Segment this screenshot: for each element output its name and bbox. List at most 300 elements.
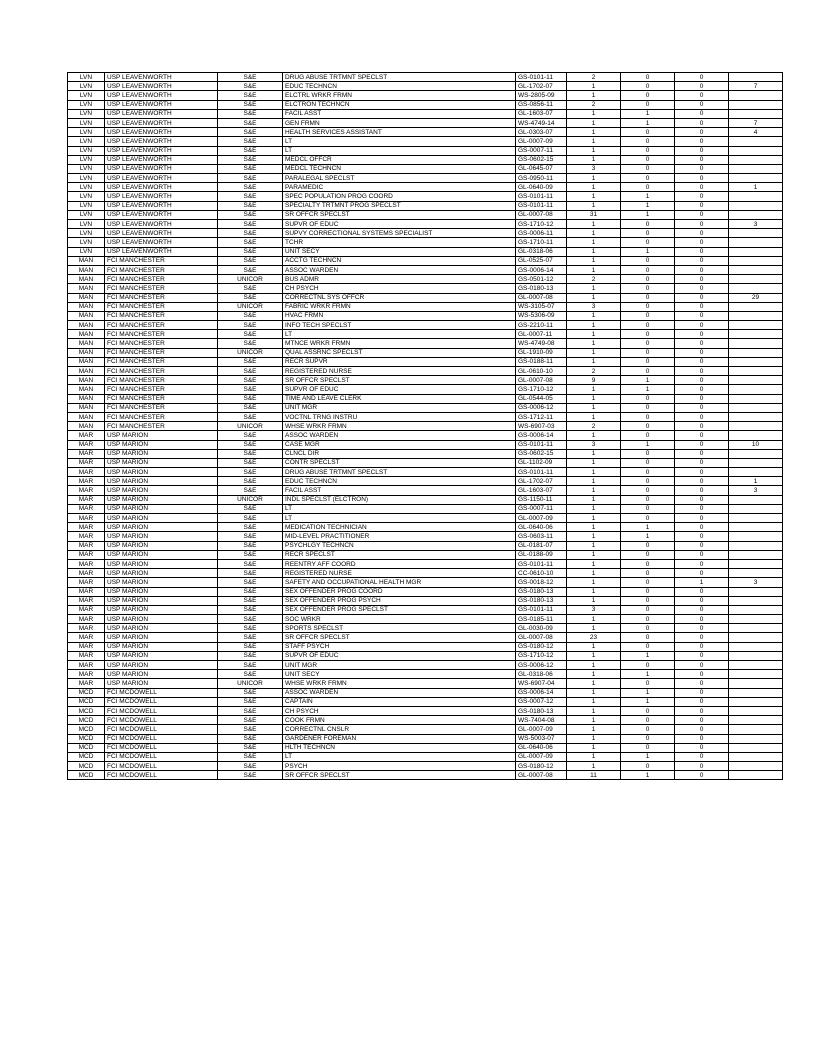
filled-cell: 0 xyxy=(621,284,675,293)
grade-cell: GL-1910-09 xyxy=(516,348,567,357)
pending-cell: 0 xyxy=(675,514,729,523)
fund-cell: S&E xyxy=(218,403,283,412)
position-title-cell: SPORTS SPECLST xyxy=(283,624,516,633)
count-cell: 11 xyxy=(567,771,621,780)
grade-cell: GL-0640-09 xyxy=(516,183,567,192)
table-row xyxy=(68,615,783,624)
position-title-cell: REENTRY AFF COORD xyxy=(283,559,516,568)
table-row xyxy=(68,541,783,550)
institution-cell: FCI MANCHESTER xyxy=(105,265,218,274)
institution-cell: USP MARION xyxy=(105,642,218,651)
table-row xyxy=(68,523,783,532)
grade-cell: GL-0544-05 xyxy=(516,394,567,403)
table-row xyxy=(68,284,783,293)
pending-cell: 0 xyxy=(675,302,729,311)
grade-cell: GL-0007-08 xyxy=(516,633,567,642)
grade-cell: GL-0318-06 xyxy=(516,670,567,679)
fund-cell: S&E xyxy=(218,651,283,660)
notes-cell xyxy=(729,642,783,651)
grade-cell: GS-0180-13 xyxy=(516,284,567,293)
institution-cell: FCI MCDOWELL xyxy=(105,697,218,706)
location-code-cell: MAN xyxy=(68,385,105,394)
position-title-cell: CORRECTNL CNSLR xyxy=(283,725,516,734)
position-title-cell: MEDICATION TECHNICIAN xyxy=(283,523,516,532)
pending-cell: 0 xyxy=(675,238,729,247)
count-cell: 1 xyxy=(567,247,621,256)
position-title-cell: SEX OFFENDER PROG PSYCH xyxy=(283,596,516,605)
table-row xyxy=(68,293,783,302)
fund-cell: S&E xyxy=(218,155,283,164)
institution-cell: USP MARION xyxy=(105,550,218,559)
position-title-cell: SR OFFCR SPECLST xyxy=(283,376,516,385)
position-title-cell: SR OFFCR SPECLST xyxy=(283,633,516,642)
count-cell: 1 xyxy=(567,330,621,339)
table-row xyxy=(68,697,783,706)
position-title-cell: CH PSYCH xyxy=(283,706,516,715)
fund-cell: S&E xyxy=(218,164,283,173)
grade-cell: WS-6907-03 xyxy=(516,422,567,431)
fund-cell: S&E xyxy=(218,725,283,734)
fund-cell: S&E xyxy=(218,256,283,265)
grade-cell: CC-0610-10 xyxy=(516,569,567,578)
count-cell: 1 xyxy=(567,762,621,771)
filled-cell: 0 xyxy=(621,357,675,366)
count-cell: 2 xyxy=(567,100,621,109)
table-row xyxy=(68,376,783,385)
filled-cell: 0 xyxy=(621,495,675,504)
count-cell: 1 xyxy=(567,174,621,183)
pending-cell: 0 xyxy=(675,109,729,118)
grade-cell: WS-6907-04 xyxy=(516,679,567,688)
institution-cell: USP LEAVENWORTH xyxy=(105,146,218,155)
position-title-cell: MTNCE WRKR FRMN xyxy=(283,339,516,348)
position-title-cell: UNIT MGR xyxy=(283,403,516,412)
location-code-cell: MAR xyxy=(68,468,105,477)
institution-cell: USP MARION xyxy=(105,458,218,467)
fund-cell: S&E xyxy=(218,523,283,532)
fund-cell: S&E xyxy=(218,550,283,559)
count-cell: 1 xyxy=(567,348,621,357)
notes-cell xyxy=(729,523,783,532)
count-cell: 1 xyxy=(567,321,621,330)
table-row xyxy=(68,220,783,229)
position-title-cell: INDL SPECLST (ELCTRON) xyxy=(283,495,516,504)
position-title-cell: GARDENER FOREMAN xyxy=(283,734,516,743)
grade-cell: GS-0006-12 xyxy=(516,661,567,670)
location-code-cell: MAN xyxy=(68,394,105,403)
filled-cell: 0 xyxy=(621,514,675,523)
grade-cell: GS-1712-11 xyxy=(516,412,567,421)
filled-cell: 0 xyxy=(621,183,675,192)
fund-cell: S&E xyxy=(218,743,283,752)
fund-cell: S&E xyxy=(218,541,283,550)
position-title-cell: CONTR SPECLST xyxy=(283,458,516,467)
location-code-cell: MAN xyxy=(68,367,105,376)
location-code-cell: MAN xyxy=(68,311,105,320)
notes-cell xyxy=(729,210,783,219)
grade-cell: GS-0006-14 xyxy=(516,265,567,274)
pending-cell: 0 xyxy=(675,596,729,605)
table-row xyxy=(68,412,783,421)
location-code-cell: MAR xyxy=(68,486,105,495)
location-code-cell: LVN xyxy=(68,128,105,137)
count-cell: 3 xyxy=(567,164,621,173)
grade-cell: GS-0101-11 xyxy=(516,468,567,477)
institution-cell: USP MARION xyxy=(105,615,218,624)
fund-cell: S&E xyxy=(218,174,283,183)
pending-cell: 0 xyxy=(675,458,729,467)
fund-cell: S&E xyxy=(218,311,283,320)
fund-cell: UNICOR xyxy=(218,495,283,504)
notes-cell xyxy=(729,339,783,348)
count-cell: 1 xyxy=(567,449,621,458)
pending-cell: 0 xyxy=(675,449,729,458)
grade-cell: GS-0180-12 xyxy=(516,642,567,651)
table-row xyxy=(68,532,783,541)
fund-cell: UNICOR xyxy=(218,302,283,311)
count-cell: 1 xyxy=(567,220,621,229)
pending-cell: 0 xyxy=(675,559,729,568)
grade-cell: GL-0007-08 xyxy=(516,771,567,780)
filled-cell: 0 xyxy=(621,220,675,229)
notes-cell xyxy=(729,605,783,614)
grade-cell: GL-0007-08 xyxy=(516,293,567,302)
grade-cell: GL-0007-09 xyxy=(516,725,567,734)
location-code-cell: LVN xyxy=(68,174,105,183)
position-title-cell: BUS ADMR xyxy=(283,275,516,284)
institution-cell: FCI MCDOWELL xyxy=(105,688,218,697)
fund-cell: S&E xyxy=(218,587,283,596)
institution-cell: USP MARION xyxy=(105,559,218,568)
table-row xyxy=(68,201,783,210)
filled-cell: 0 xyxy=(621,265,675,274)
table-row xyxy=(68,403,783,412)
count-cell: 1 xyxy=(567,716,621,725)
pending-cell: 0 xyxy=(675,504,729,513)
position-title-cell: LT xyxy=(283,330,516,339)
position-title-cell: CH PSYCH xyxy=(283,284,516,293)
pending-cell: 0 xyxy=(675,550,729,559)
location-code-cell: MAR xyxy=(68,458,105,467)
position-title-cell: LT xyxy=(283,514,516,523)
position-title-cell: SUPVR OF EDUC xyxy=(283,651,516,660)
grade-cell: GL-0007-09 xyxy=(516,137,567,146)
institution-cell: USP MARION xyxy=(105,449,218,458)
grade-cell: GL-0640-06 xyxy=(516,523,567,532)
institution-cell: USP MARION xyxy=(105,633,218,642)
notes-cell xyxy=(729,321,783,330)
filled-cell: 1 xyxy=(621,771,675,780)
fund-cell: S&E xyxy=(218,192,283,201)
grade-cell: GS-0018-12 xyxy=(516,578,567,587)
grade-cell: GS-0101-11 xyxy=(516,440,567,449)
location-code-cell: MAR xyxy=(68,449,105,458)
pending-cell: 0 xyxy=(675,734,729,743)
count-cell: 1 xyxy=(567,118,621,127)
filled-cell: 0 xyxy=(621,311,675,320)
fund-cell: S&E xyxy=(218,661,283,670)
filled-cell: 0 xyxy=(621,146,675,155)
position-title-cell: COOK FRMN xyxy=(283,716,516,725)
notes-cell xyxy=(729,706,783,715)
table-row xyxy=(68,238,783,247)
table-row xyxy=(68,559,783,568)
position-title-cell: QUAL ASSRNC SPECLST xyxy=(283,348,516,357)
location-code-cell: MAN xyxy=(68,284,105,293)
grade-cell: GS-0007-11 xyxy=(516,504,567,513)
filled-cell: 1 xyxy=(621,670,675,679)
notes-cell xyxy=(729,633,783,642)
institution-cell: USP MARION xyxy=(105,541,218,550)
pending-cell: 0 xyxy=(675,541,729,550)
count-cell: 1 xyxy=(567,578,621,587)
notes-cell xyxy=(729,91,783,100)
location-code-cell: LVN xyxy=(68,201,105,210)
position-title-cell: VOCTNL TRNG INSTRU xyxy=(283,412,516,421)
count-cell: 3 xyxy=(567,440,621,449)
grade-cell: GS-0101-11 xyxy=(516,605,567,614)
filled-cell: 0 xyxy=(621,275,675,284)
table-row xyxy=(68,486,783,495)
filled-cell: 0 xyxy=(621,367,675,376)
grade-cell: GS-0188-11 xyxy=(516,357,567,366)
institution-cell: USP LEAVENWORTH xyxy=(105,91,218,100)
position-title-cell: PSYCHLGY TECHNCN xyxy=(283,541,516,550)
position-title-cell: UNIT SECY xyxy=(283,247,516,256)
position-title-cell: INFO TECH SPECLST xyxy=(283,321,516,330)
fund-cell: S&E xyxy=(218,734,283,743)
institution-cell: FCI MANCHESTER xyxy=(105,422,218,431)
position-title-cell: LT xyxy=(283,752,516,761)
location-code-cell: MCD xyxy=(68,734,105,743)
count-cell: 1 xyxy=(567,229,621,238)
pending-cell: 0 xyxy=(675,605,729,614)
location-code-cell: MAR xyxy=(68,477,105,486)
table-row xyxy=(68,716,783,725)
fund-cell: S&E xyxy=(218,357,283,366)
institution-cell: USP MARION xyxy=(105,523,218,532)
notes-cell: 7 xyxy=(729,82,783,91)
grade-cell: GS-0501-12 xyxy=(516,275,567,284)
table-row xyxy=(68,596,783,605)
count-cell: 1 xyxy=(567,523,621,532)
table-row xyxy=(68,183,783,192)
pending-cell: 0 xyxy=(675,275,729,284)
filled-cell: 0 xyxy=(621,348,675,357)
filled-cell: 0 xyxy=(621,164,675,173)
position-title-cell: SR OFFCR SPECLST xyxy=(283,210,516,219)
position-title-cell: MEDCL OFFCR xyxy=(283,155,516,164)
pending-cell: 0 xyxy=(675,633,729,642)
grade-cell: GS-0101-11 xyxy=(516,73,567,82)
filled-cell: 1 xyxy=(621,523,675,532)
count-cell: 1 xyxy=(567,201,621,210)
count-cell: 1 xyxy=(567,146,621,155)
location-code-cell: MAN xyxy=(68,403,105,412)
institution-cell: USP MARION xyxy=(105,514,218,523)
institution-cell: USP LEAVENWORTH xyxy=(105,183,218,192)
table-row xyxy=(68,734,783,743)
institution-cell: USP MARION xyxy=(105,587,218,596)
pending-cell: 0 xyxy=(675,486,729,495)
fund-cell: S&E xyxy=(218,477,283,486)
table-row xyxy=(68,431,783,440)
count-cell: 2 xyxy=(567,275,621,284)
count-cell: 1 xyxy=(567,109,621,118)
fund-cell: S&E xyxy=(218,504,283,513)
filled-cell: 0 xyxy=(621,504,675,513)
position-title-cell: RECR SUPVR xyxy=(283,357,516,366)
count-cell: 1 xyxy=(567,265,621,274)
notes-cell xyxy=(729,229,783,238)
pending-cell: 0 xyxy=(675,210,729,219)
filled-cell: 0 xyxy=(621,725,675,734)
position-title-cell: SEX OFFENDER PROG SPECLST xyxy=(283,605,516,614)
table-row xyxy=(68,605,783,614)
institution-cell: USP LEAVENWORTH xyxy=(105,192,218,201)
count-cell: 1 xyxy=(567,128,621,137)
table-row xyxy=(68,725,783,734)
pending-cell: 0 xyxy=(675,394,729,403)
pending-cell: 0 xyxy=(675,137,729,146)
pending-cell: 0 xyxy=(675,100,729,109)
notes-cell xyxy=(729,743,783,752)
count-cell: 1 xyxy=(567,679,621,688)
pending-cell: 0 xyxy=(675,192,729,201)
table-row xyxy=(68,256,783,265)
count-cell: 1 xyxy=(567,477,621,486)
institution-cell: FCI MCDOWELL xyxy=(105,706,218,715)
count-cell: 1 xyxy=(567,91,621,100)
position-title-cell: SPEC POPULATION PROG COORD xyxy=(283,192,516,201)
fund-cell: S&E xyxy=(218,458,283,467)
count-cell: 1 xyxy=(567,697,621,706)
fund-cell: UNICOR xyxy=(218,679,283,688)
table-row xyxy=(68,311,783,320)
count-cell: 1 xyxy=(567,137,621,146)
position-title-cell: DRUG ABUSE TRTMNT SPECLST xyxy=(283,73,516,82)
count-cell: 1 xyxy=(567,486,621,495)
filled-cell: 1 xyxy=(621,201,675,210)
count-cell: 1 xyxy=(567,541,621,550)
count-cell: 3 xyxy=(567,302,621,311)
filled-cell: 1 xyxy=(621,247,675,256)
filled-cell: 1 xyxy=(621,109,675,118)
location-code-cell: MAN xyxy=(68,302,105,311)
filled-cell: 0 xyxy=(621,293,675,302)
institution-cell: USP LEAVENWORTH xyxy=(105,210,218,219)
filled-cell: 0 xyxy=(621,706,675,715)
location-code-cell: MAR xyxy=(68,559,105,568)
count-cell: 1 xyxy=(567,385,621,394)
count-cell: 1 xyxy=(567,256,621,265)
filled-cell: 1 xyxy=(621,385,675,394)
pending-cell: 0 xyxy=(675,725,729,734)
notes-cell xyxy=(729,238,783,247)
location-code-cell: MCD xyxy=(68,688,105,697)
grade-cell: GS-0180-13 xyxy=(516,587,567,596)
count-cell: 1 xyxy=(567,688,621,697)
count-cell: 1 xyxy=(567,651,621,660)
pending-cell: 0 xyxy=(675,367,729,376)
institution-cell: USP LEAVENWORTH xyxy=(105,201,218,210)
fund-cell: S&E xyxy=(218,220,283,229)
notes-cell: 1 xyxy=(729,183,783,192)
fund-cell: S&E xyxy=(218,394,283,403)
institution-cell: USP MARION xyxy=(105,495,218,504)
pending-cell: 0 xyxy=(675,624,729,633)
position-title-cell: CORRECTNL SYS OFFCR xyxy=(283,293,516,302)
pending-cell: 0 xyxy=(675,220,729,229)
institution-cell: FCI MANCHESTER xyxy=(105,256,218,265)
filled-cell: 1 xyxy=(621,532,675,541)
position-title-cell: WHSE WRKR FRMN xyxy=(283,679,516,688)
notes-cell xyxy=(729,284,783,293)
grade-cell: GL-1603-07 xyxy=(516,109,567,118)
count-cell: 1 xyxy=(567,238,621,247)
notes-cell: 3 xyxy=(729,578,783,587)
pending-cell: 0 xyxy=(675,688,729,697)
notes-cell: 29 xyxy=(729,293,783,302)
position-title-cell: FACIL ASST xyxy=(283,486,516,495)
institution-cell: USP LEAVENWORTH xyxy=(105,155,218,164)
table-row xyxy=(68,624,783,633)
position-title-cell: LT xyxy=(283,137,516,146)
pending-cell: 0 xyxy=(675,118,729,127)
count-cell: 1 xyxy=(567,734,621,743)
filled-cell: 0 xyxy=(621,412,675,421)
table-row xyxy=(68,192,783,201)
pending-cell: 0 xyxy=(675,201,729,210)
location-code-cell: MAR xyxy=(68,440,105,449)
table-row xyxy=(68,100,783,109)
fund-cell: S&E xyxy=(218,339,283,348)
notes-cell: 1 xyxy=(729,477,783,486)
notes-cell xyxy=(729,357,783,366)
location-code-cell: MCD xyxy=(68,697,105,706)
location-code-cell: MAN xyxy=(68,339,105,348)
count-cell: 1 xyxy=(567,311,621,320)
pending-cell: 0 xyxy=(675,679,729,688)
notes-cell xyxy=(729,348,783,357)
notes-cell: 3 xyxy=(729,486,783,495)
grade-cell: GL-0318-06 xyxy=(516,247,567,256)
location-code-cell: MAN xyxy=(68,422,105,431)
notes-cell xyxy=(729,265,783,274)
filled-cell: 1 xyxy=(621,752,675,761)
location-code-cell: LVN xyxy=(68,73,105,82)
table-row xyxy=(68,73,783,82)
institution-cell: USP MARION xyxy=(105,569,218,578)
position-title-cell: PARAMEDIC xyxy=(283,183,516,192)
institution-cell: FCI MANCHESTER xyxy=(105,385,218,394)
table-row xyxy=(68,440,783,449)
filled-cell: 0 xyxy=(621,330,675,339)
filled-cell: 0 xyxy=(621,615,675,624)
position-title-cell: HLTH TECHNCN xyxy=(283,743,516,752)
count-cell: 1 xyxy=(567,504,621,513)
fund-cell: S&E xyxy=(218,293,283,302)
location-code-cell: MAN xyxy=(68,293,105,302)
position-title-cell: PSYCH xyxy=(283,762,516,771)
table-row xyxy=(68,385,783,394)
notes-cell xyxy=(729,541,783,550)
grade-cell: GL-0007-09 xyxy=(516,752,567,761)
fund-cell: S&E xyxy=(218,559,283,568)
grade-cell: GL-0610-10 xyxy=(516,367,567,376)
count-cell: 1 xyxy=(567,357,621,366)
position-title-cell: DRUG ABUSE TRTMNT SPECLST xyxy=(283,468,516,477)
